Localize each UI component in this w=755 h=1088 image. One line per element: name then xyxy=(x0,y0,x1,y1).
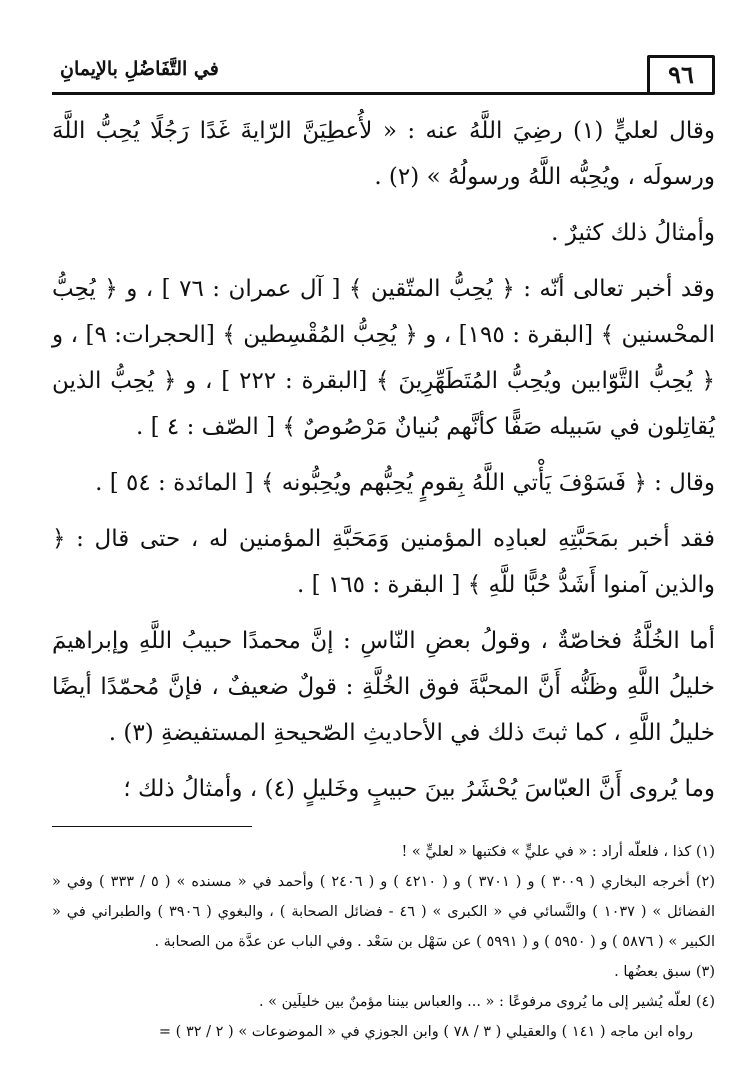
footnote-continuation: رواه ابن ماجه ( ١٤١ ) والعقيلي ( ٣ / ٧٨ ) وابن الجوزي في « الموضوعات » ( ٢ / ٣٢ ) = xyxy=(158,1024,693,1040)
footnote: (١) كذا ، فلعلّه أراد : « في عليٍّ » فكتبها « لعليٍّ » ! xyxy=(401,844,715,860)
main-text xyxy=(52,108,715,1047)
paragraph: وقد أخبر تعالى أنّه : ﴿ يُحِبُّ المتّقين ﴾ [ آل عمران : ٧٦ ] ، و ﴿ يُحِبُّ المحْسنين ﴾ [البقرة : ١٩٥] ، و ﴿ يُحِبُّ المُقْسِطين ﴾ [الحجرات: ٩] ، و ﴿ يُحِبُّ التَّوّابين ويُحِبُّ المُتَطَهِّرِينَ ﴾ [البقرة : ٢٢٢ ] ، و ﴿ يُحِبُّ الذين يُقاتِلون في سَبيله صَفًّا كأنَّهم بُنيانٌ مَرْصُوصٌ ﴾ [ الصّف : ٤ ] . xyxy=(52,276,715,440)
header-rule xyxy=(52,92,649,95)
footnote: (٣) سبق بعضُها . xyxy=(614,964,715,980)
page-number: ٩٦ xyxy=(647,55,715,95)
paragraph: فقد أخبر بمَحَبَّتِهِ لعبادِه المؤمنين وَمَحَبَّةِ المؤمنين له ، حتى قال : ﴿ والذين آمنوا أَشَدُّ حُبًّا للَّهِ ﴾ [ البقرة : ١٦٥ ] . xyxy=(52,526,715,598)
paragraph: وقال لعليٍّ (١) رضِيَ اللَّهُ عنه : « لأُعطِيَنَّ الرّايةَ غَدًا رَجُلًا يُحِبُّ اللَّهَ ورسولَه ، ويُحِبُّه اللَّهُ ورسولُهُ » (٢) . xyxy=(52,118,715,190)
footnote-separator xyxy=(52,826,252,827)
paragraph: وما يُروى أَنَّ العبّاسَ يُحْشَرُ بينَ حبيبٍ وخَليلٍ (٤) ، وأمثالُ ذلك ؛ xyxy=(123,776,715,802)
paragraph: وأمثالُ ذلك كثيرٌ . xyxy=(551,220,715,246)
footnote: (٢) أخرجه البخاري ( ٣٠٠٩ ) و ( ٣٧٠١ ) و ( ٤٢١٠ ) و ( ٢٤٠٦ ) وأحمد في « مسنده » ( ٥ / ٣٣٣ ) وفي « الفضائل » ( ١٠٣٧ ) والنَّسائي في « الكبرى » ( ٤٦ - فضائل الصحابة ) ، والبغوي ( ٣٩٠٦ ) والطبراني في « الكبير » ( ٥٨٧٦ ) و ( ٥٩٥٠ ) و ( ٥٩٩١ ) عن سَهْل بن سَعْد . وفي الباب عن عدَّة من الصحابة . xyxy=(52,874,715,950)
running-title: في التَّفَاضُلِ بالإيمانِ xyxy=(60,58,219,80)
paragraph: أما الخُلَّةُ فخاصّةٌ ، وقولُ بعضِ النّاسِ : إنَّ محمدًا حبيبُ اللَّهِ وإبراهيمَ خليلُ اللَّهِ وظَنُّه أَنَّ المحبَّةَ فوق الخُلَّةِ : قولٌ ضعيفٌ ، فإنَّ مُحمّدًا أيضًا خليلُ اللَّهِ ، كما ثبتَ ذلك في الأحاديثِ الصّحيحةِ المستفيضةِ (٣) . xyxy=(52,628,715,746)
footnote: (٤) لعلّه يُشير إلى ما يُروى مرفوعًا : « ... والعباس بيننا مؤمنٌ بين خليلَين » . xyxy=(258,994,715,1010)
page-header xyxy=(52,50,715,100)
book-page xyxy=(52,50,715,1060)
paragraph: وقال : ﴿ فَسَوْفَ يَأْتي اللَّهُ بِقومٍ يُحِبُّهم ويُحِبُّونه ﴾ [ المائدة : ٥٤ ] . xyxy=(95,470,715,496)
